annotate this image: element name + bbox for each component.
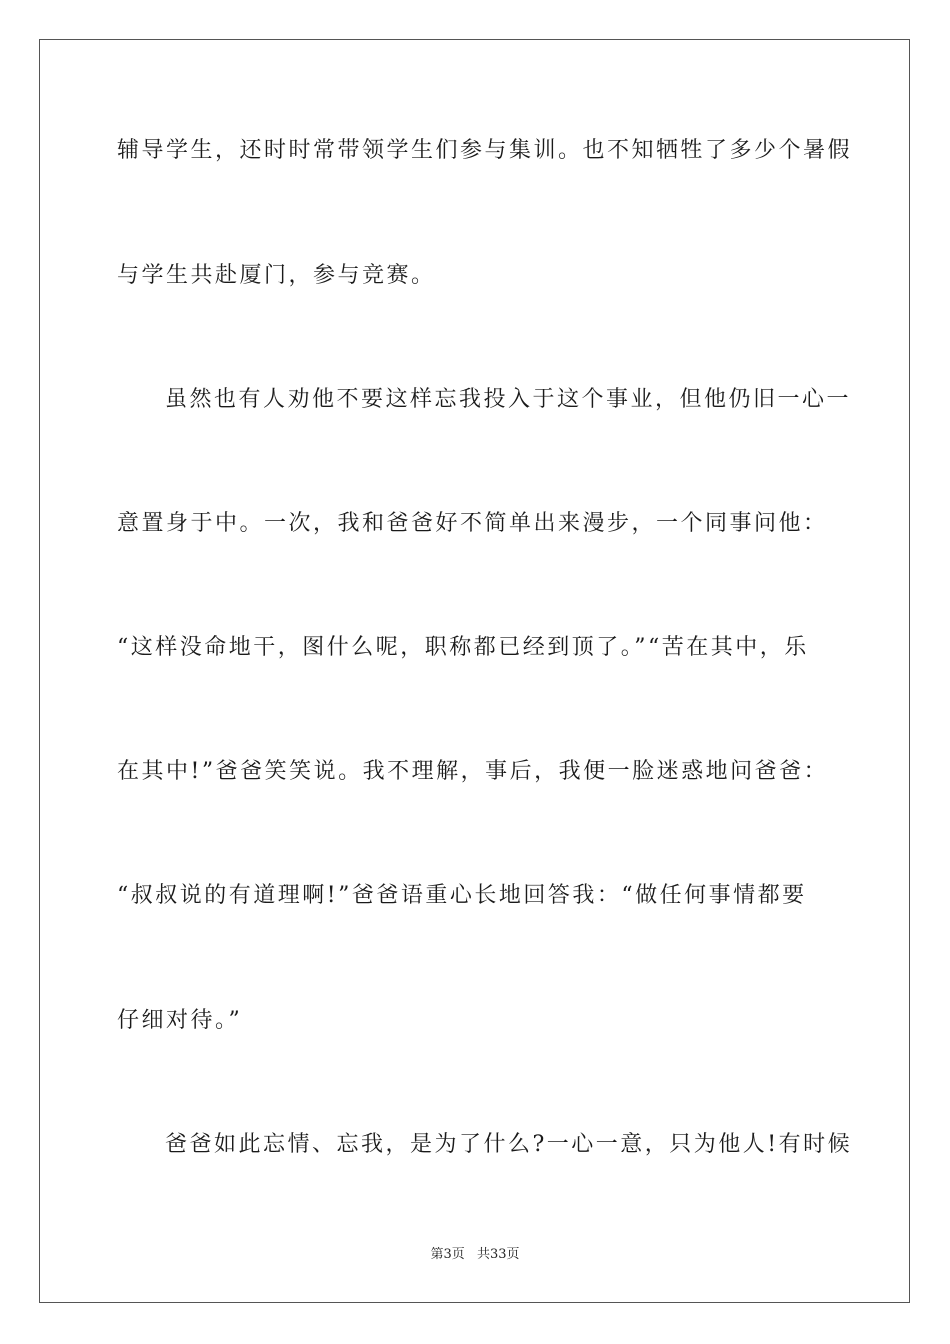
text-line-2: 与学生共赴厦门，参与竞赛。 [117,263,436,288]
page-border [39,39,910,1303]
text-line-1: 辅导学生，还时时常带领学生们参与集训。也不知牺牲了多少个暑假 [117,138,853,163]
text-line-6: 在其中!”爸爸笑笑说。我不理解，事后，我便一脸迷惑地问爸爸： [117,759,829,784]
page-footer [0,1247,950,1263]
text-line-3: 虽然也有人劝他不要这样忘我投入于这个事业，但他仍旧一心一 [165,387,852,412]
page-total: 共33页 [476,1247,520,1262]
text-line-5: “这样没命地干，图什么呢，职称都已经到顶了。”“苦在其中，乐 [117,635,809,660]
text-line-7: “叔叔说的有道理啊!”爸爸语重心长地回答我：“做任何事情都要 [117,883,807,908]
text-line-8: 仔细对待。” [117,1008,243,1033]
text-line-9: 爸爸如此忘情、忘我，是为了什么?一心一意，只为他人!有时候 [165,1132,853,1157]
text-line-4: 意置身于中。一次，我和爸爸好不简单出来漫步，一个同事问他： [117,511,828,536]
page-number: 第3页 [430,1247,465,1262]
